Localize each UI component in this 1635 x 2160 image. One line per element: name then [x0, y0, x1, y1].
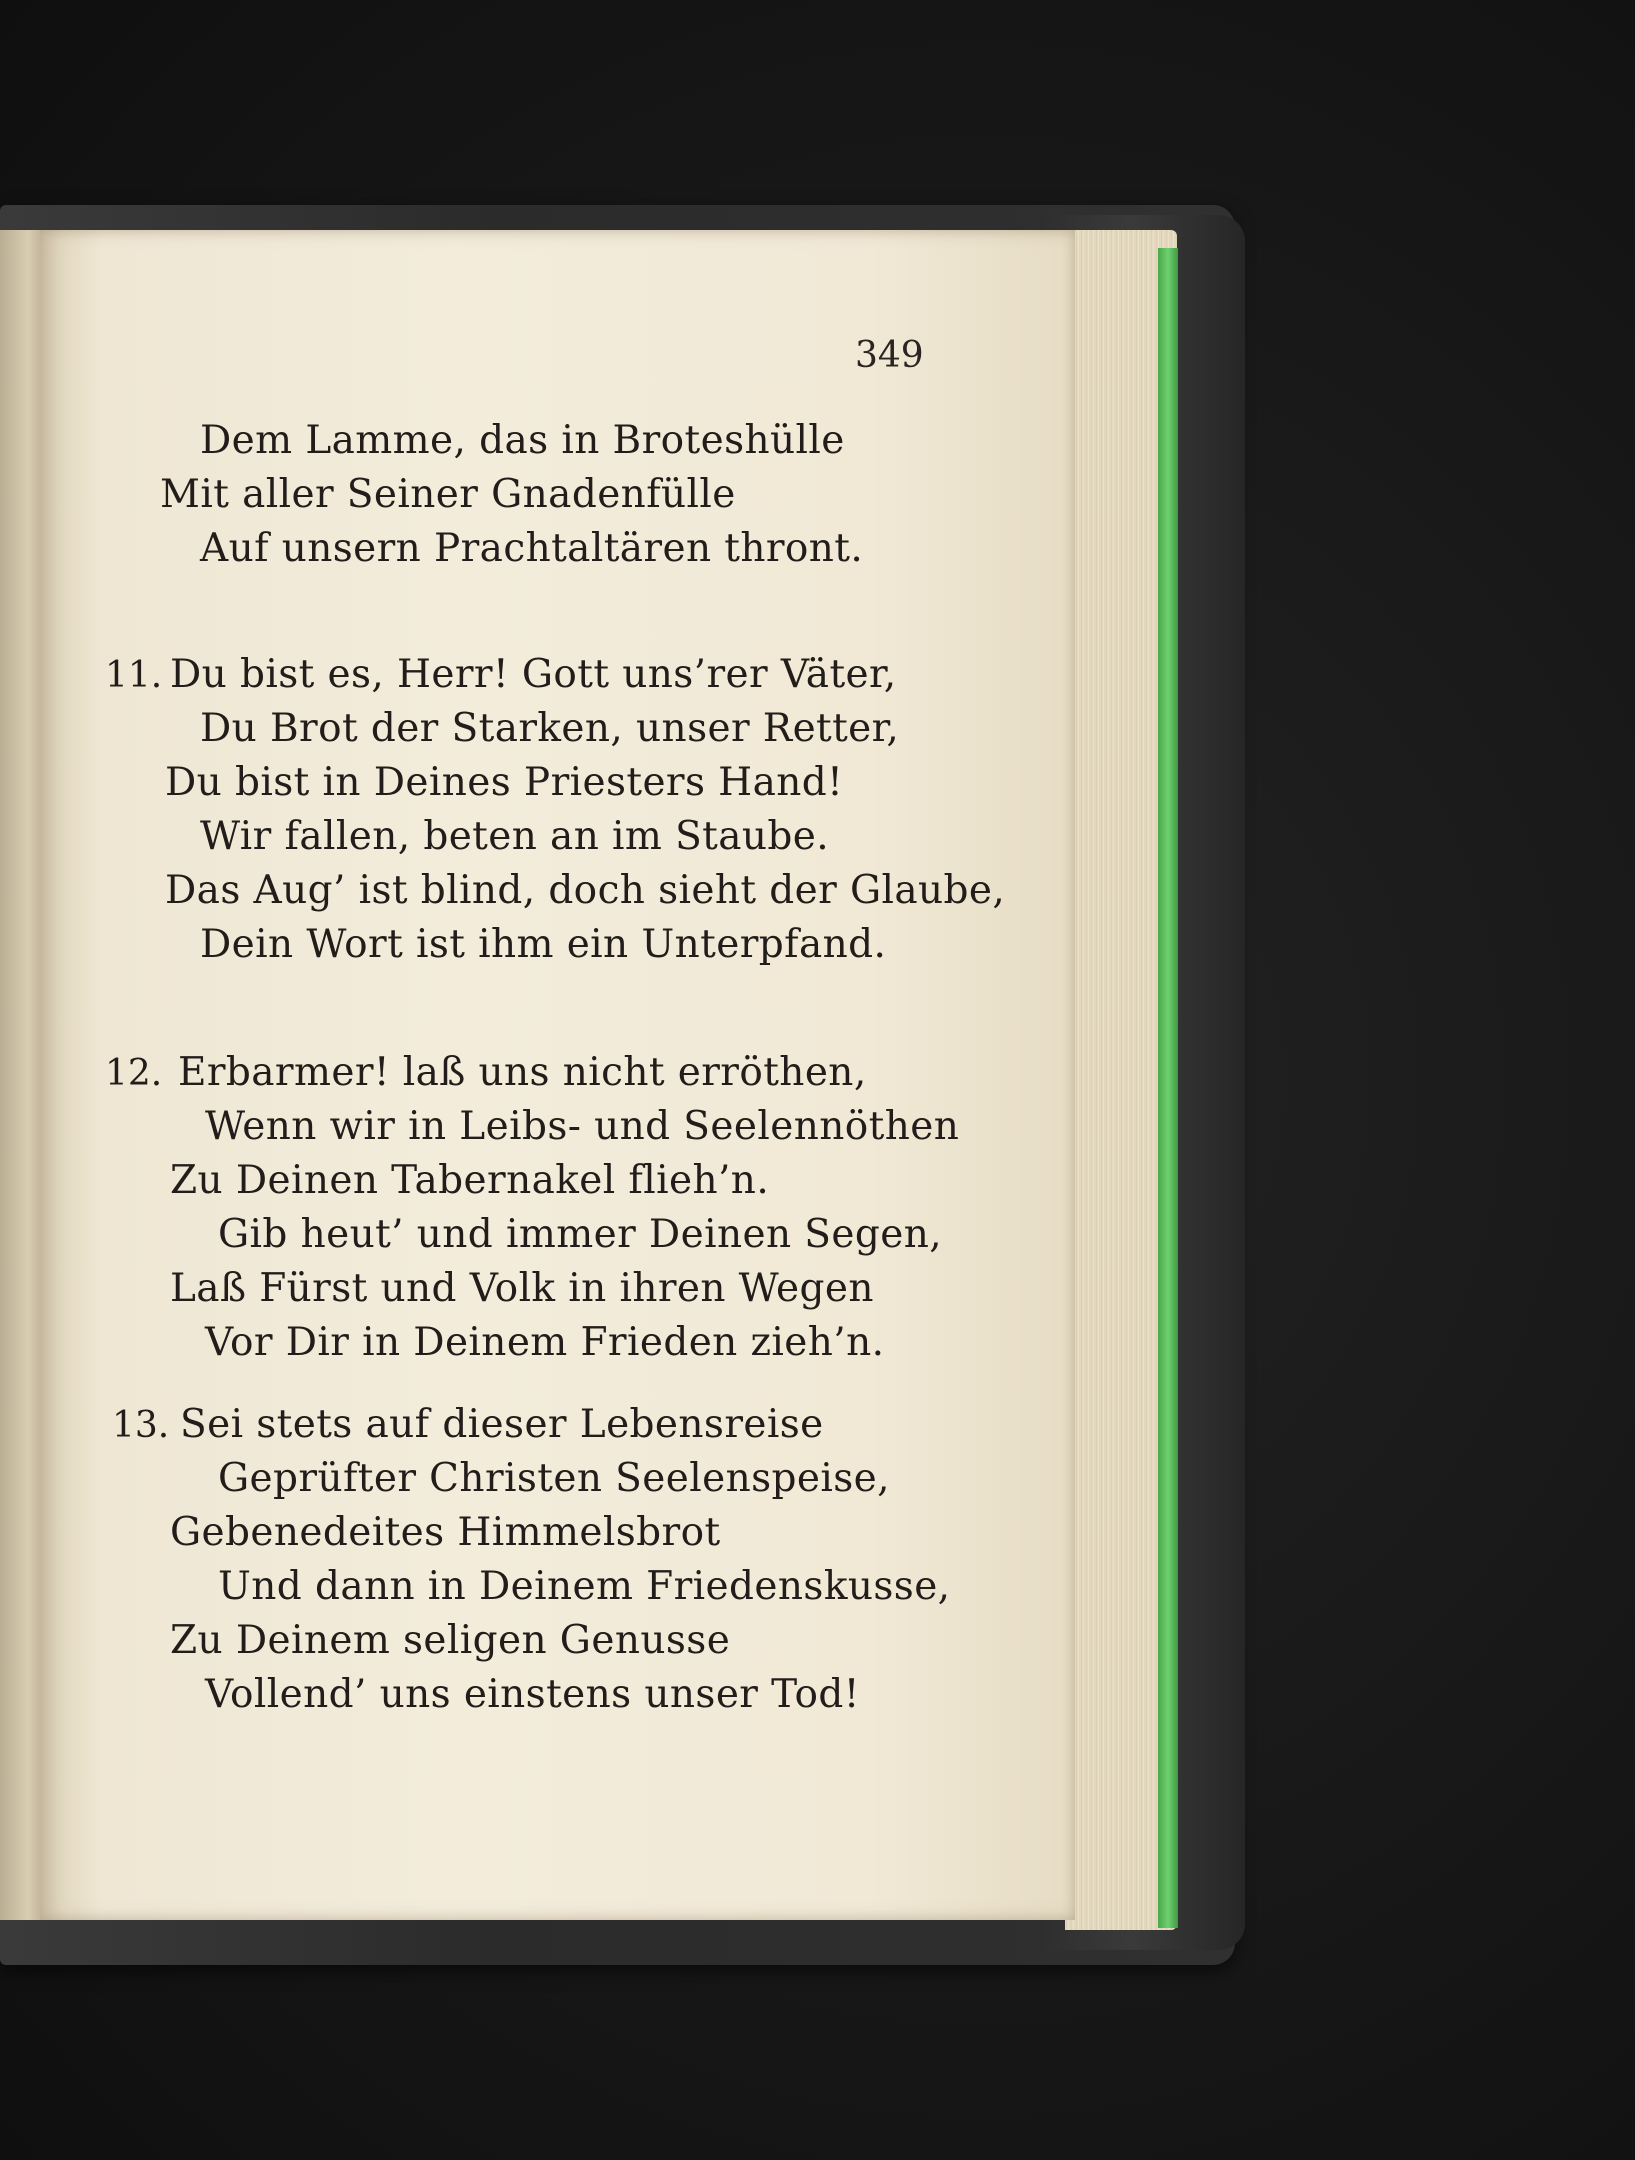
- stanza-11-line-2: Du Brot der Starken, unser Retter,: [200, 706, 900, 751]
- stanza-12-line-4: Gib heut’ und immer Deinen Segen,: [218, 1212, 943, 1257]
- stanza-11-number: 11.: [105, 655, 163, 696]
- stanza-12-number: 12.: [105, 1053, 163, 1094]
- page-number: 349: [855, 335, 924, 376]
- opening-line-3: Auf unsern Prachtaltären thront.: [200, 526, 864, 571]
- stanza-13-line-3: Gebenedeites Himmelsbrot: [170, 1510, 721, 1555]
- stanza-11-line-3: Du bist in Deines Priesters Hand!: [165, 760, 844, 805]
- stanza-12-line-6: Vor Dir in Deinem Frieden zieh’n.: [205, 1320, 885, 1365]
- stanza-13-line-2: Geprüfter Christen Seelenspeise,: [218, 1456, 890, 1501]
- stanza-12-line-3: Zu Deinen Tabernakel flieh’n.: [170, 1158, 770, 1203]
- stanza-11-line-6: Dein Wort ist ihm ein Unterpfand.: [200, 922, 887, 967]
- stanza-11-line-1: Du bist es, Herr! Gott uns’rer Väter,: [170, 652, 897, 697]
- green-endpaper-edge: [1158, 248, 1178, 1928]
- stanza-12-line-2: Wenn wir in Leibs- und Seelennöthen: [205, 1104, 960, 1149]
- stanza-13-line-1: Sei stets auf dieser Lebensreise: [180, 1402, 824, 1447]
- stanza-13-line-6: Vollend’ uns einstens unser Tod!: [205, 1672, 860, 1717]
- stanza-12-line-1: Erbarmer! laß uns nicht erröthen,: [178, 1050, 867, 1095]
- stanza-12-line-5: Laß Fürst und Volk in ihren Wegen: [170, 1266, 874, 1311]
- stanza-11-line-5: Das Aug’ ist blind, doch sieht der Glaube,: [165, 868, 1006, 913]
- opening-line-1: Dem Lamme, das in Broteshülle: [200, 418, 845, 463]
- left-page-edge: [0, 230, 40, 1920]
- stanza-11-line-4: Wir fallen, beten an im Staube.: [200, 814, 830, 859]
- stanza-13-line-5: Zu Deinem seligen Genusse: [170, 1618, 731, 1663]
- stanza-13-number: 13.: [112, 1405, 170, 1446]
- opening-line-2: Mit aller Seiner Gnadenfülle: [160, 472, 736, 517]
- stanza-13-line-4: Und dann in Deinem Friedenskusse,: [218, 1564, 951, 1609]
